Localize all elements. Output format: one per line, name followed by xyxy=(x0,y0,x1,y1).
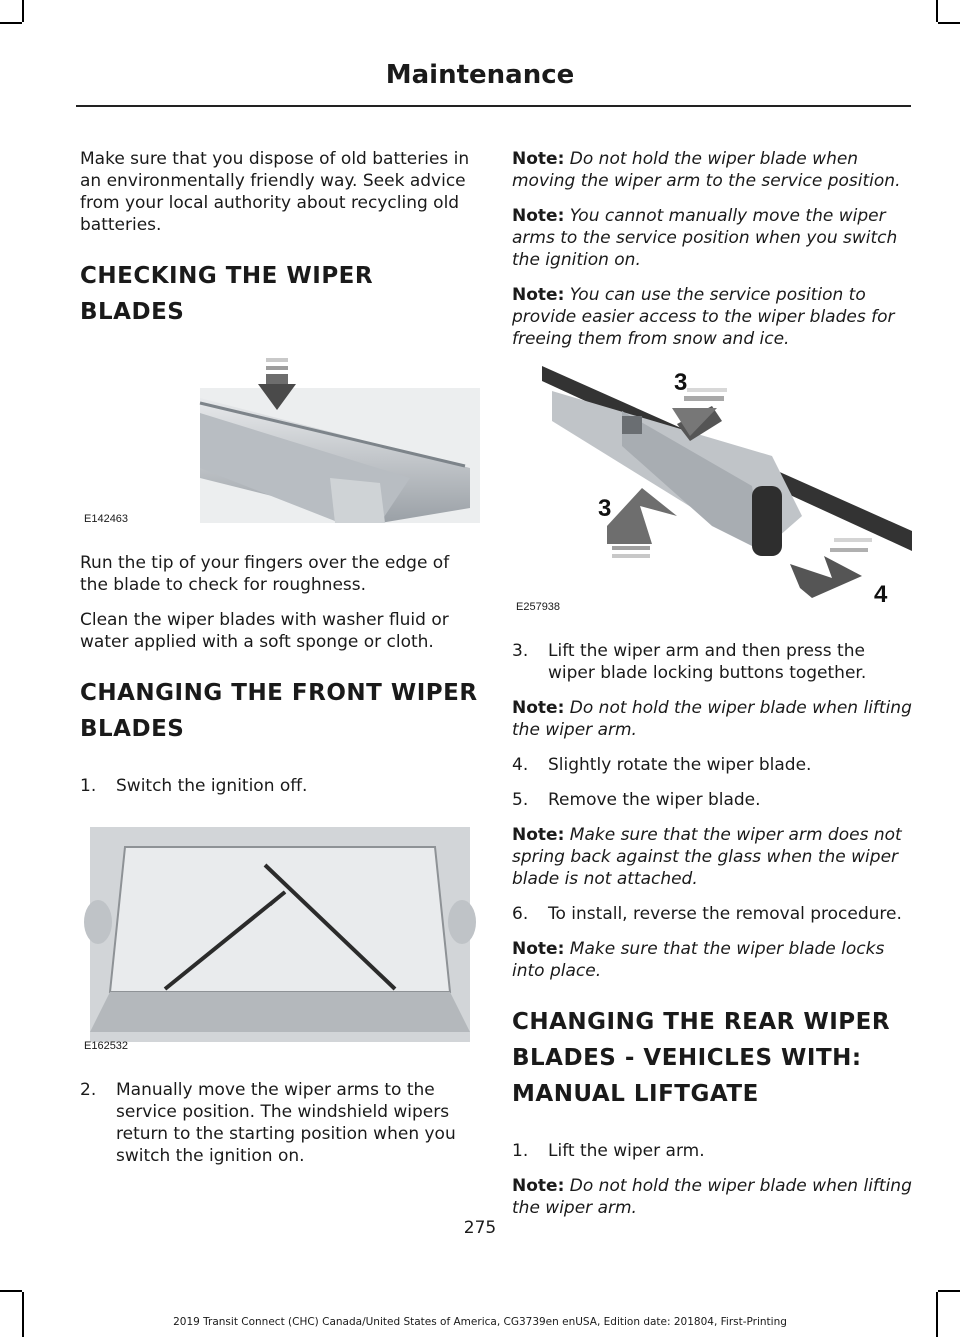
wiper-blade-figure xyxy=(80,358,480,530)
note-text: Do not hold the wiper blade when lifting the wiper arm. xyxy=(512,698,912,740)
callout-label: 3 xyxy=(674,369,688,396)
figure-code: E162532 xyxy=(84,1040,129,1052)
page-title: Maintenance xyxy=(385,60,575,90)
step-item xyxy=(80,775,480,797)
note-text: Make sure that the wiper arm does not spring back against the glass when the wiper blade is not attached. xyxy=(512,825,902,889)
right-column xyxy=(512,148,912,1232)
step-number: 1. xyxy=(80,776,97,796)
note-label: Note: xyxy=(512,1176,565,1196)
crop-mark xyxy=(0,22,22,24)
step-number: 5. xyxy=(512,790,529,810)
crop-mark xyxy=(936,1292,938,1337)
section-heading-changing-front xyxy=(80,675,480,747)
step-item xyxy=(80,1079,480,1167)
step-text: Lift the wiper arm. xyxy=(548,1141,705,1161)
step-item xyxy=(512,640,912,684)
wiper-blade-illustration xyxy=(80,358,480,530)
note-label: Note: xyxy=(512,939,565,959)
heading-line: BLADES - VEHICLES WITH: xyxy=(512,1045,862,1071)
crop-mark xyxy=(938,1290,960,1292)
wiper-removal-figure xyxy=(512,366,912,618)
note-text: Do not hold the wiper blade when moving the wiper arm to the service position. xyxy=(512,149,901,191)
windshield-figure xyxy=(80,817,480,1057)
heading-line: CHANGING THE FRONT WIPER xyxy=(80,680,478,706)
note-text: Do not hold the wiper blade when lifting the wiper arm. xyxy=(512,1176,912,1218)
note-label: Note: xyxy=(512,149,565,169)
step-item xyxy=(512,903,912,925)
note xyxy=(512,697,912,741)
figure-code: E142463 xyxy=(84,513,129,525)
step-item xyxy=(512,754,912,776)
crop-mark xyxy=(22,0,24,22)
left-column xyxy=(80,148,480,1180)
callout-label: 4 xyxy=(874,581,888,608)
step-text: Switch the ignition off. xyxy=(116,776,308,796)
step-number: 6. xyxy=(512,904,529,924)
heading-line: BLADES xyxy=(80,299,185,325)
step-number: 4. xyxy=(512,755,529,775)
heading-line: MANUAL LIFTGATE xyxy=(512,1081,759,1107)
section-heading-checking xyxy=(80,258,480,330)
step-text: Remove the wiper blade. xyxy=(548,790,761,810)
crop-mark xyxy=(938,22,960,24)
note xyxy=(512,148,912,192)
note xyxy=(512,284,912,350)
step-text: To install, reverse the removal procedure. xyxy=(548,904,902,924)
step-text: Manually move the wiper arms to the service position. The windshield wipers return to the starting position when you switch the ignition on. xyxy=(116,1080,456,1166)
footer-text: 2019 Transit Connect (CHC) Canada/United States of America, CG3739en enUSA, Edition date: 201804, First-Printing xyxy=(173,1316,787,1328)
step-number: 2. xyxy=(80,1080,97,1100)
wiper-removal-illustration xyxy=(512,366,912,618)
page-number: 275 xyxy=(463,1218,497,1238)
step-text: Lift the wiper arm and then press the wiper blade locking buttons together. xyxy=(548,641,867,683)
paragraph: Run the tip of your fingers over the edge of the blade to check for roughness. xyxy=(80,553,450,595)
title-divider xyxy=(76,105,911,107)
crop-mark xyxy=(936,0,938,22)
note-label: Note: xyxy=(512,825,565,845)
note-label: Note: xyxy=(512,698,565,718)
note xyxy=(512,1175,912,1219)
figure-code: E257938 xyxy=(516,601,561,613)
note xyxy=(512,205,912,271)
crop-mark xyxy=(22,1292,24,1337)
callout-label: 3 xyxy=(598,495,612,522)
step-item xyxy=(512,1140,912,1162)
note xyxy=(512,824,912,890)
note-text: You cannot manually move the wiper arms to the service position when you switch the ignition on. xyxy=(512,206,898,270)
step-item xyxy=(512,789,912,811)
step-number: 3. xyxy=(512,641,529,661)
intro-paragraph: Make sure that you dispose of old batteries in an environmentally friendly way. Seek advice from your local authority about recycling old batteries. xyxy=(80,149,470,235)
section-heading-changing-rear xyxy=(512,1004,912,1112)
windshield-illustration xyxy=(80,817,480,1057)
crop-mark xyxy=(0,1290,22,1292)
note-label: Note: xyxy=(512,206,565,226)
paragraph: Clean the wiper blades with washer fluid or water applied with a soft sponge or cloth. xyxy=(80,610,449,652)
note-label: Note: xyxy=(512,285,565,305)
note-text: Make sure that the wiper blade locks into place. xyxy=(512,939,885,981)
step-text: Slightly rotate the wiper blade. xyxy=(548,755,812,775)
heading-line: BLADES xyxy=(80,716,185,742)
note xyxy=(512,938,912,982)
heading-line: CHANGING THE REAR WIPER xyxy=(512,1009,891,1035)
heading-line: CHECKING THE WIPER xyxy=(80,263,374,289)
note-text: You can use the service position to provide easier access to the wiper blades for freeing them from snow and ice. xyxy=(512,285,895,349)
step-number: 1. xyxy=(512,1141,529,1161)
